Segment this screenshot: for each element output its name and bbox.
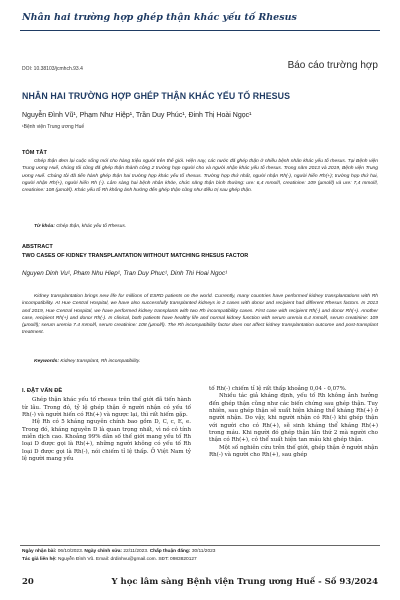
keywords-en [34,359,378,364]
article-dates-footer [22,548,215,563]
running-head: Nhân hai trường hợp ghép thận khác yếu tố Rhesus [22,12,297,23]
revised-date: 22/11/2023. [123,549,149,554]
article-title-en: TWO CASES OF KIDNEY TRANSPLANTATION WITHOUT MATCHING RHESUS FACTOR [22,253,249,259]
accepted-label: Chấp thuận đăng: [149,549,191,554]
affiliation-vi: ¹Bệnh viện Trung ương Huế [22,124,85,130]
keywords-en-text: Kidney transplant, Rh incompatibility. [60,359,141,364]
corresponding-author [22,556,215,564]
keywords-vi [34,224,378,229]
footer-divider [20,545,380,546]
journal-name: Y học lâm sàng Bệnh viện Trung ương Huế - Số 93/2024 [111,577,378,587]
report-type: Báo cáo trường hợp [287,60,378,71]
keywords-vi-text: Ghép thận, khác yếu tố Rhesus. [56,224,127,229]
corresponding-author-label: Tác giả liên hệ: [22,556,57,562]
keywords-vi-label: Từ khóa: [34,224,55,229]
keywords-en-label: Keywords: [34,359,60,364]
abstract-vi-text: Ghép thận đem lại cuộc sống mới cho hàng triệu người trên thế giới. Hiện nay, các nước đã ghép thận ở nhiều bệnh nhân khác yếu tố rhesus. Tại Bệnh viện Trung ương Huế, chúng tôi cũng đã ghép thận thành công 2 trường hợp người cho và người nhận khác yếu tố rhesus. Trong năm 2013 và 2019, Bệnh viện Trung ương Huế. Chúng tôi đã tiến hành ghép thận hai trường hợp khác yếu tố rhesus. Trường hợp thứ nhất, người nhận Rh(-), người hiến Rh(+); trường hợp thứ hai, người nhận Rh(+), người hiến Rh (-). Lâm sàng hai bệnh nhân khỏe, chức năng thận bình thường: ure: 6,4 mmol/l, creatinine: 109 (µmol/l) và ure: 7,4 mmol/l, creatinine: 108 (µmol/l). Khác yếu tố Rh không ảnh hưởng đến ghép thận cũng như điều trị sau ghép thận. [22,159,378,194]
authors-vi: Nguyễn Đình Vũ¹, Phạm Như Hiệp¹, Trần Duy Phúc¹, Đinh Thị Hoài Ngọc¹ [22,112,252,119]
paragraph: Ghép thận khác yếu tố rhesus trên thế giới đã tiến hành từ lâu. Trong đó, tỷ lệ ghép thận ở người nhận có yếu tố Rh(-) và người hiến có Rh(+) và ngược lại, thì rất hiếm gặp. [22,397,191,419]
received-label: Ngày nhận bài: [22,549,57,554]
corresponding-author-info: Nguyễn Đình Vũ. Email: drdinhvu@gmail.com. SĐT: 0983820127 [58,556,197,562]
header-divider [20,30,380,31]
body-column-left [22,388,191,463]
paragraph: tố Rh(-) chiếm tỉ lệ rất thấp khoảng 0,04 - 0,07%. [209,386,347,392]
article-title-vi: NHÂN HAI TRƯỜNG HỢP GHÉP THẬN KHÁC YẾU TỐ RHESUS [22,91,291,101]
article-dates [22,548,215,556]
abstract-vi-heading: TÓM TẮT [22,150,47,156]
section-heading-introduction: I. ĐẶT VẤN ĐỀ [22,388,63,394]
abstract-en-text: Kidney transplantation brings new life for millions of ESRD patients on the world. Currently, many countries have performed kidney transplantations with Rh incompatibility. At Hue Central Hospital, we have also successfully transplanted kidneys in 2 cases with donor and recipient had different Rhesus factors. In 2013 and 2019, Hue Central Hospital, we have performed kidney transplants with two Rh incompatibility cases. First case with recipient Rh(-) and donor Rh(+). Another case, recipient Rh(+) and donor Rh(-). In clinical, both patients have healthy life and normal kidney function with serum uremia 6.4 mmol/l, serum creatinine: 109 (µmol/l); serum uremia 7.4 mmol/l, serum creatinine: 108 (µmol/l). The Rh incompatibility factor does not affect kidney transplantation outcome and post-transplant treatment. [22,294,378,336]
received-date: 06/10/2023. [57,549,84,554]
paragraph: Một số nghiên cứu trên thế giới, ghép thận ở người nhận Rh(-) và người cho Rh(+), sau ghép [209,444,378,459]
paragraph: Hệ Rh có 5 kháng nguyên chính bao gồm D, C, c, E, e. Trong đó, kháng nguyên D là quan trọng nhất, vì nó có tính miễn dịch cao. Khoảng 99% dân số thế giới mang yếu tố Rh loại D được gọi là Rh(+), những người không có yếu tố Rh loại D được gọi là Rh(-), nói chiếm tỉ lệ thấp. Ở Việt Nam tỷ lệ người mang yếu [22,419,191,463]
page-number: 20 [22,577,34,587]
doi: DOI: 10.38103/jcmhch.93.4 [22,66,83,72]
authors-en: Nguyen Dinh Vu¹, Pham Nhu Hiep¹, Tran Duy Phuc¹, Dinh Thi Hoai Ngoc¹ [22,270,228,277]
accepted-date: 30/11/2023 [191,549,216,554]
abstract-en-heading: ABSTRACT [22,244,53,250]
revised-label: Ngày chỉnh sửa: [84,549,123,554]
paragraph: Nhiều tác giả kháng định, yếu tố Rh không ảnh hưởng đến ghép thận cũng như các biến chứng sau ghép thận. Tuy nhiên, sau ghép thận sẽ xuất hiện kháng thể kháng Rh(+) ở người nhận. Do vậy, khi người nhận có Rh(-) khi ghép thận với người cho có Rh(+), sẽ sinh kháng thể kháng Rh(+) trong máu. Khi người đó ghép thận lần thứ 2 mà người cho thận có Rh(+), có thể xuất hiện tan máu khi ghép thận. [209,393,378,444]
body-column-right [209,386,378,459]
